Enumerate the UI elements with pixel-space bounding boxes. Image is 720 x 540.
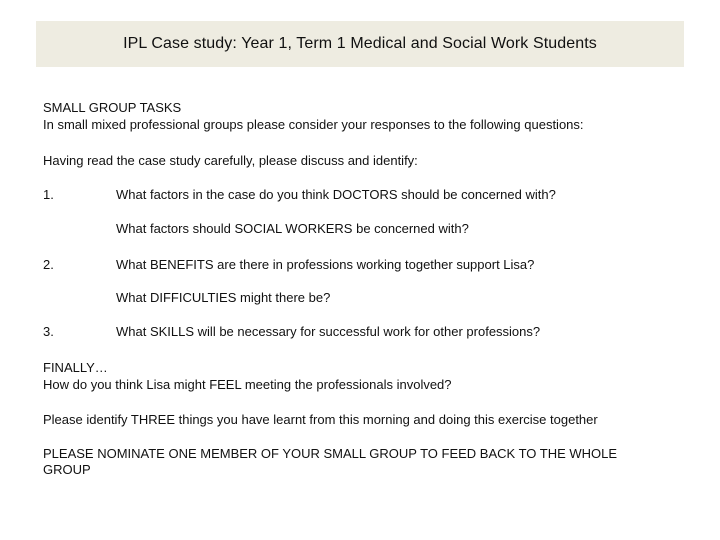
intro-text: In small mixed professional groups please consider your responses to the following questions: [43,117,584,132]
question-line: What DIFFICULTIES might there be? [116,290,331,305]
question-line: What SKILLS will be necessary for successful work for other professions? [116,324,541,339]
question-number: 1. [43,187,54,202]
question-line: What BENEFITS are there in professions working together support Lisa? [116,257,535,272]
section-heading: SMALL GROUP TASKS [43,100,182,115]
finally-question: How do you think Lisa might FEEL meeting the professionals involved? [43,377,452,392]
question-number: 2. [43,257,54,272]
reflection-text: Please identify THREE things you have learnt from this morning and doing this exercise together [43,412,598,427]
title-banner [36,21,684,67]
question-line: What factors in the case do you think DOCTORS should be concerned with? [116,187,556,202]
nominate-instruction: PLEASE NOMINATE ONE MEMBER OF YOUR SMALL GROUP TO FEED BACK TO THE WHOLE GROUP [43,446,618,477]
question-number: 3. [43,324,54,339]
instruction-text: Having read the case study carefully, please discuss and identify: [43,153,418,168]
finally-heading: FINALLY… [43,360,108,375]
slide-title: IPL Case study: Year 1, Term 1 Medical and Social Work Students [123,35,597,52]
question-line: What factors should SOCIAL WORKERS be concerned with? [116,221,469,236]
